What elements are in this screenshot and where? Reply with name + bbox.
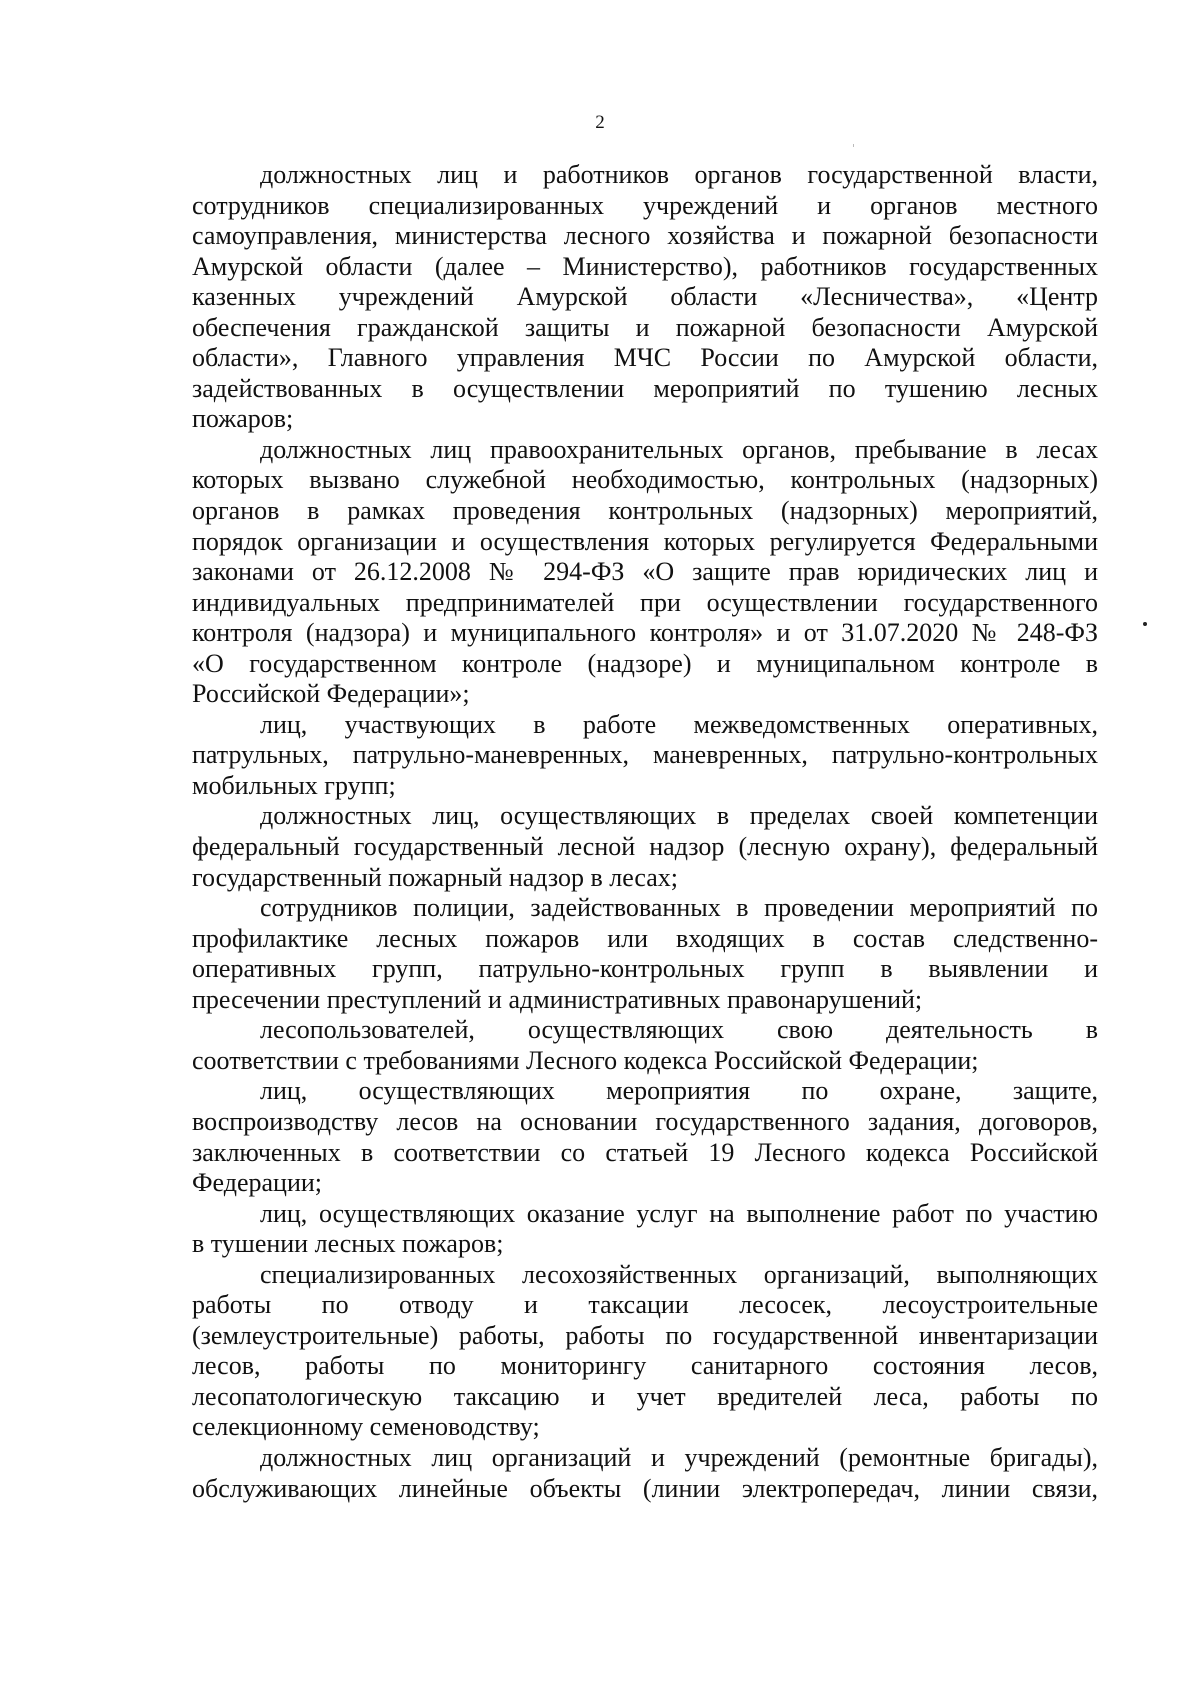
text-line: индивидуальных предпринимателей при осуществлении государственного xyxy=(192,587,1098,617)
text-line: должностных лиц, осуществляющих в пределах своей компетенции xyxy=(260,801,1098,831)
text-line: «О государственном контроле (надзоре) и муниципальном контроле в xyxy=(192,648,1098,678)
text-line: законами от 26.12.2008 № 294-ФЗ «О защите прав юридических лиц и xyxy=(192,557,1098,587)
text-line: задействованных в осуществлении мероприятий по тушению лесных xyxy=(192,373,1098,403)
text-line: должностных лиц организаций и учреждений (ремонтные бригады), xyxy=(260,1442,1098,1472)
text-line: должностных лиц правоохранительных органов, пребывание в лесах xyxy=(260,434,1098,464)
text-line: самоуправления, министерства лесного хозяйства и пожарной безопасности xyxy=(192,221,1098,251)
text-line: мобильных групп; xyxy=(192,770,396,800)
text-line: пожаров; xyxy=(192,404,294,434)
text-line: лесопользователей, осуществляющих свою деятельность в xyxy=(260,1015,1098,1045)
text-line: лиц, участвующих в работе межведомственных оперативных, xyxy=(260,709,1098,739)
text-line: которых вызвано служебной необходимостью, контрольных (надзорных) xyxy=(192,465,1098,495)
text-line: Федерации; xyxy=(192,1168,323,1198)
text-line: порядок организации и осуществления которых регулируется Федеральными xyxy=(192,526,1098,556)
text-line: лиц, осуществляющих мероприятия по охране, защите, xyxy=(260,1076,1098,1106)
text-line: лиц, осуществляющих оказание услуг на выполнение работ по участию xyxy=(260,1198,1098,1228)
text-line: сотрудников специализированных учреждений и органов местного xyxy=(192,190,1098,220)
text-line: специализированных лесохозяйственных организаций, выполняющих xyxy=(260,1259,1098,1289)
text-line: обслуживающих линейные объекты (линии электропередач, линии связи, xyxy=(192,1473,1098,1503)
text-line: контроля (надзора) и муниципального контроля» и от 31.07.2020 № 248-ФЗ xyxy=(192,618,1098,648)
text-line: патрульных, патрульно-маневренных, маневренных, патрульно-контрольных xyxy=(192,740,1098,770)
text-line: должностных лиц и работников органов государственной власти, xyxy=(260,160,1098,189)
document-body xyxy=(192,160,1098,1504)
text-line: профилактике лесных пожаров или входящих в состав следственно- xyxy=(192,923,1098,953)
text-line: селекционному семеноводству; xyxy=(192,1412,540,1442)
text-line: Российской Федерации»; xyxy=(192,679,470,709)
scan-dot xyxy=(1143,622,1147,626)
text-line: федеральный государственный лесной надзор (лесную охрану), федеральный xyxy=(192,832,1098,862)
text-line: обеспечения гражданской защиты и пожарной безопасности Амурской xyxy=(192,312,1098,342)
text-line: органов в рамках проведения контрольных (надзорных) мероприятий, xyxy=(192,496,1098,526)
text-line: работы по отводу и таксации лесосек, лесоустроительные xyxy=(192,1290,1098,1320)
scan-artifact xyxy=(853,144,854,147)
page-number: 2 xyxy=(595,112,605,133)
text-line: соответствии с требованиями Лесного кодекса Российской Федерации; xyxy=(192,1045,979,1075)
text-line: области», Главного управления МЧС России по Амурской области, xyxy=(192,343,1098,373)
text-line: (землеустроительные) работы, работы по государственной инвентаризации xyxy=(192,1320,1098,1350)
text-line: лесов, работы по мониторингу санитарного состояния лесов, xyxy=(192,1351,1098,1381)
text-line: Амурской области (далее – Министерство), работников государственных xyxy=(192,251,1098,281)
text-line: пресечении преступлений и административных правонарушений; xyxy=(192,984,923,1014)
text-line: государственный пожарный надзор в лесах; xyxy=(192,862,679,892)
text-line: казенных учреждений Амурской области «Лесничества», «Центр xyxy=(192,282,1098,312)
text-line: сотрудников полиции, задействованных в проведении мероприятий по xyxy=(260,893,1098,923)
text-line: лесопатологическую таксацию и учет вредителей леса, работы по xyxy=(192,1381,1098,1411)
text-line: заключенных в соответствии со статьей 19 Лесного кодекса Российской xyxy=(192,1137,1098,1167)
text-line: оперативных групп, патрульно-контрольных групп в выявлении и xyxy=(192,954,1098,984)
text-line: в тушении лесных пожаров; xyxy=(192,1229,504,1259)
text-line: воспроизводству лесов на основании государственного задания, договоров, xyxy=(192,1106,1098,1136)
